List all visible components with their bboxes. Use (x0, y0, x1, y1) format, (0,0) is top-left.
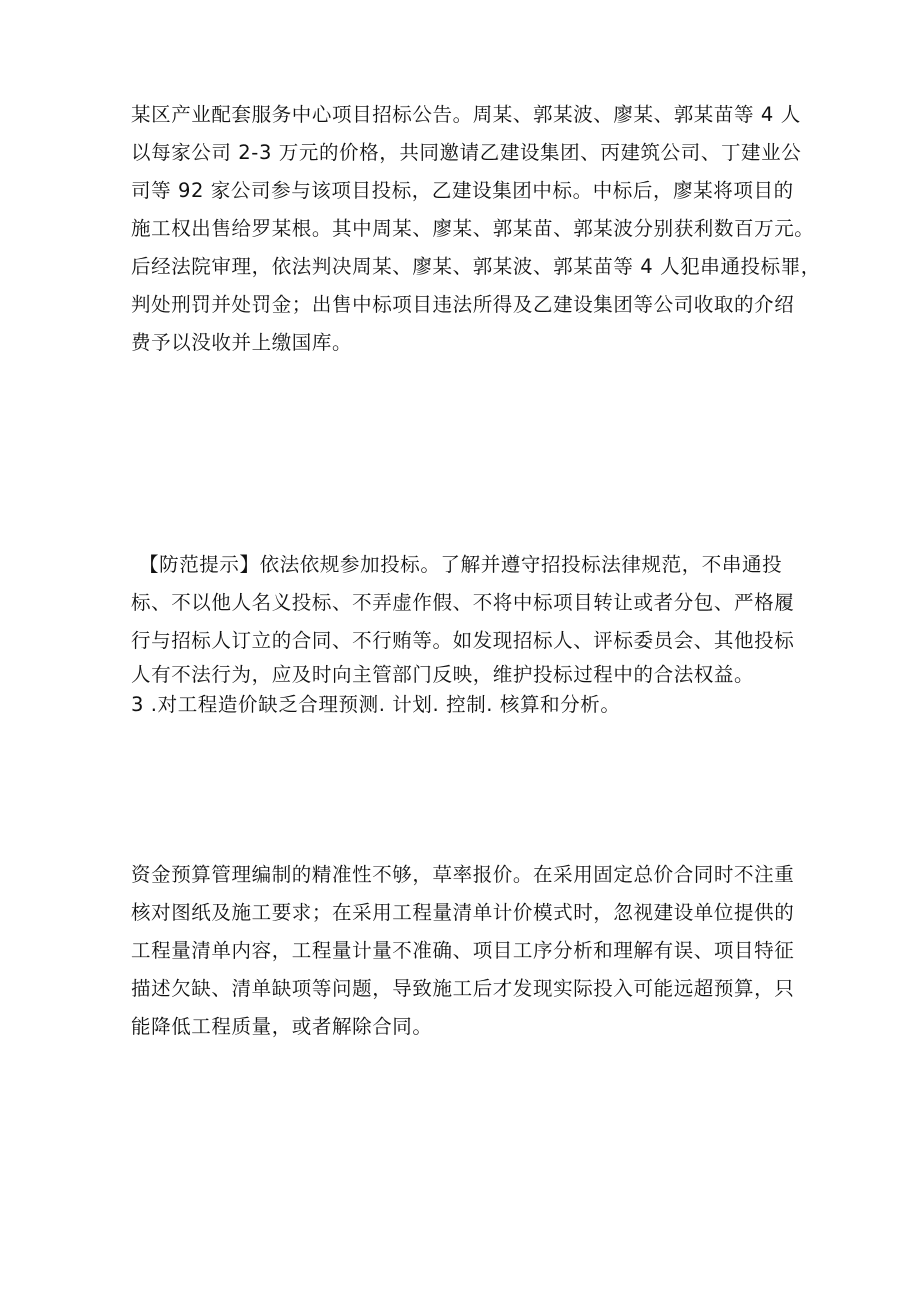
case-line-4: 施工权出售给罗某根。其中周某、廖某、郭某苗、郭某波分别获利数百万元。 (131, 217, 815, 240)
budget-line-1: 资金预算管理编制的精准性不够，草率报价。在采用固定总价合同时不注重 (131, 863, 795, 886)
tip-line-1: 【防范提示】依法依规参加投标。了解并遵守招投标法律规范，不串通投 (139, 553, 783, 576)
tip-line-3: 行与招标人订立的合同、不行贿等。如发现招标人、评标委员会、其他投标 (131, 629, 795, 652)
case-line-5: 后经法院审理，依法判决周某、廖某、郭某波、郭某苗等 4 人犯串通投标罪， (131, 255, 821, 278)
section-heading-3: 3 .对工程造价缺乏合理预测. 计划. 控制. 核算和分析。 (131, 693, 621, 716)
case-line-3: 司等 92 家公司参与该项目投标，乙建设集团中标。中标后，廖某将项目的 (131, 179, 794, 202)
case-line-7: 费予以没收并上缴国库。 (131, 331, 353, 354)
case-line-2: 以每家公司 2-3 万元的价格，共同邀请乙建设集团、丙建筑公司、丁建业公 (131, 141, 802, 164)
budget-line-3: 工程量清单内容，工程量计量不准确、项目工序分析和理解有误、项目特征 (131, 939, 795, 962)
budget-line-5: 能降低工程质量，或者解除合同。 (131, 1015, 433, 1038)
prevention-tip-paragraph (131, 546, 801, 720)
tip-line-4: 人有不法行为，应及时向主管部门反映，维护投标过程中的合法权益。 (131, 663, 755, 686)
case-line-1: 某区产业配套服务中心项目招标公告。周某、郭某波、廖某、郭某苗等 4 人 (131, 103, 801, 126)
budget-line-2: 核对图纸及施工要求；在采用工程量清单计价模式时，忽视建设单位提供的 (131, 901, 795, 924)
tip-line-2: 标、不以他人名义投标、不弄虚作假、不将中标项目转让或者分包、严格履 (131, 591, 795, 614)
case-line-6: 判处刑罚并处罚金；出售中标项目违法所得及乙建设集团等公司收取的介绍 (131, 293, 795, 316)
budget-paragraph (131, 856, 801, 1046)
budget-line-4: 描述欠缺、清单缺项等问题，导致施工后才发现实际投入可能远超预算，只 (131, 977, 795, 1000)
case-paragraph (131, 96, 821, 362)
